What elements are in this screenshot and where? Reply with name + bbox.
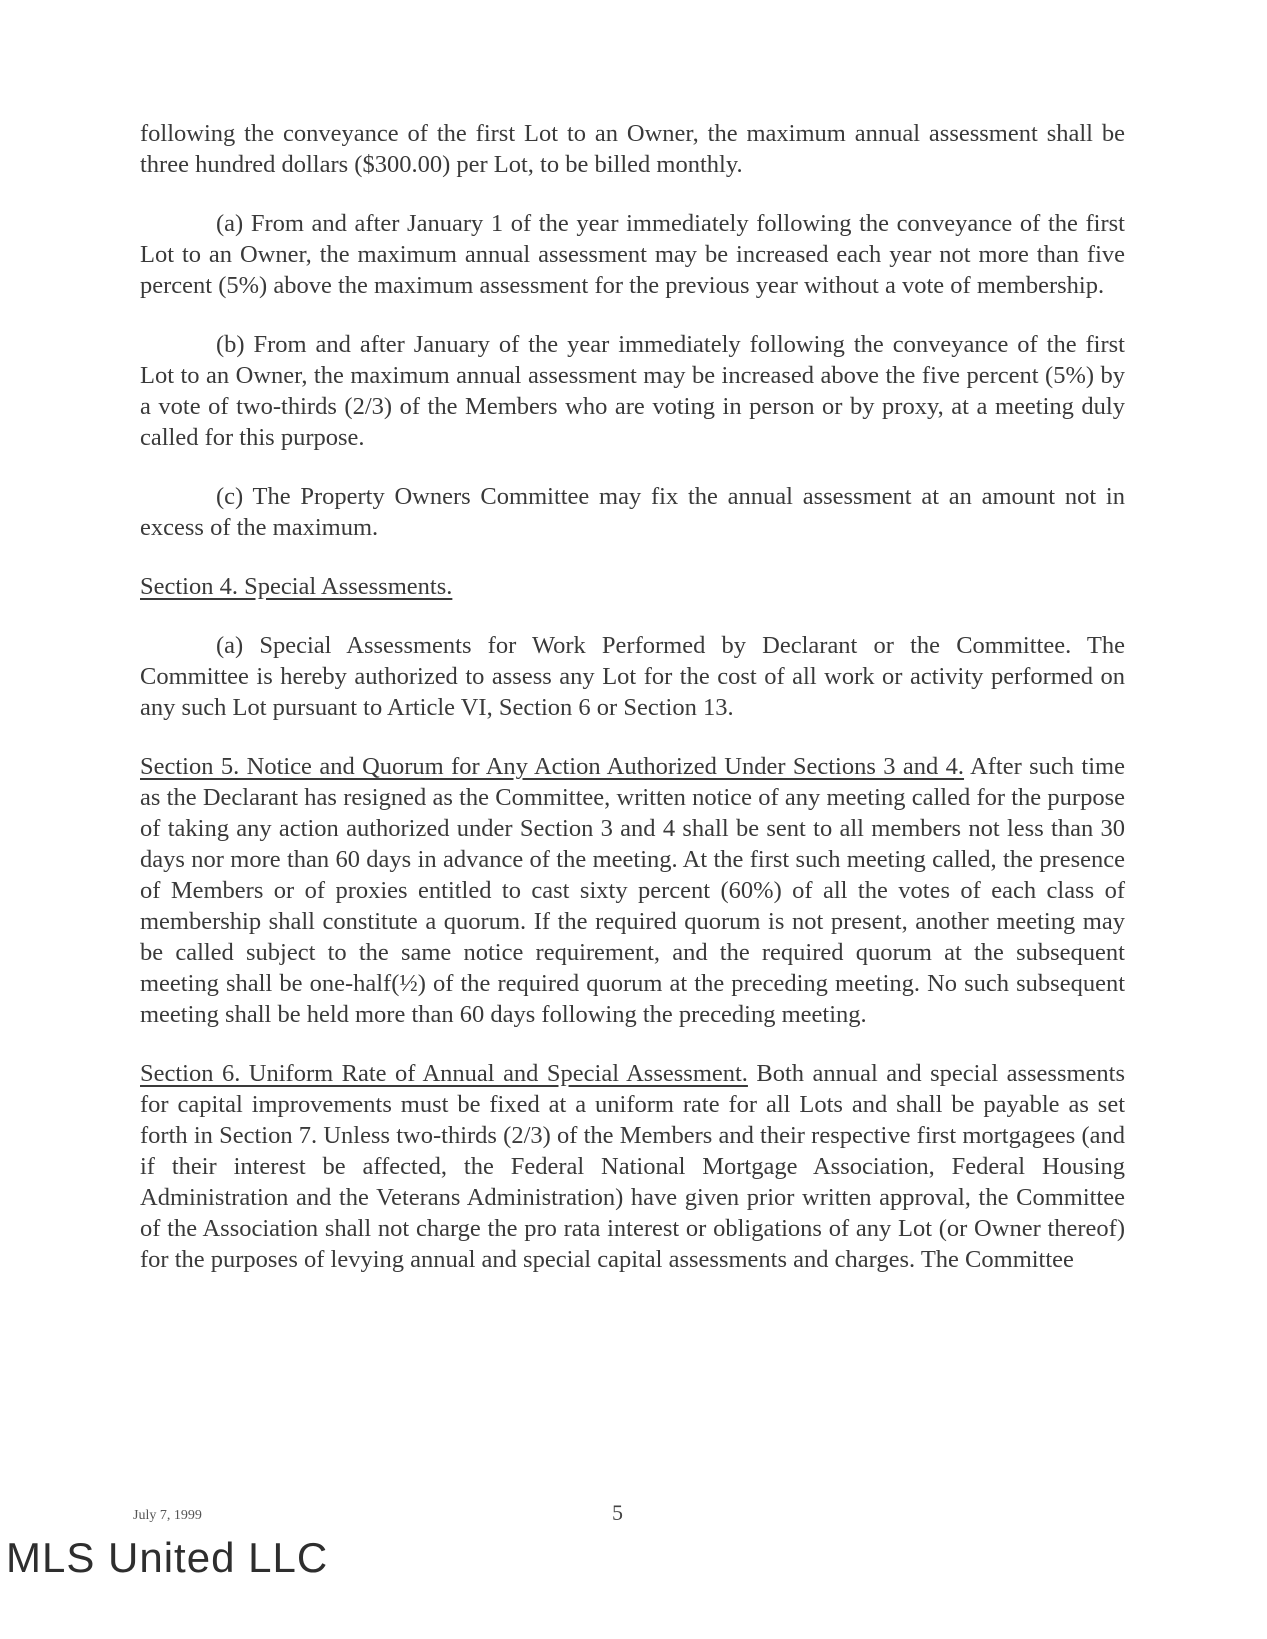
paragraph-assessment-max: following the conveyance of the first Lot to an Owner, the maximum annual assessment shall be three hundred dollars ($300.00) per Lot, to be billed monthly. <box>140 120 1125 178</box>
section-6-body: Both annual and special assessments for capital improvements must be fixed at a uniform rate for all Lots and shall be payable as set forth in Section 7. Unless two-thirds (2/3) of the Members and their respective first mortgagees (and if their interest be affected, the Federal National Mortgage Association, Federal Housing Administration and the Veterans Administration) have given prior written approval, the Committee of the Association shall not charge the pro rata interest or obligations of any Lot (or Owner thereof) for the purposes of levying annual and special capital assessments and charges. The Committee <box>140 1060 1125 1273</box>
section-4-paragraph-a: (a) Special Assessments for Work Performed by Declarant or the Committee. The Committee is hereby authorized to assess any Lot for the cost of all work or activity performed on any such Lot pursuant to Article VI, Section 6 or Section 13. <box>140 632 1125 721</box>
paragraph-b-increase-vote: (b) From and after January of the year immediately following the conveyance of the first Lot to an Owner, the maximum annual assessment may be increased above the five percent (5%) by a vote of two-thirds (2/3) of the Members who are voting in person or by proxy, at a meeting duly called for this purpose. <box>140 331 1125 451</box>
section-5-body: After such time as the Declarant has resigned as the Committee, written notice of any meeting called for the purpose of taking any action authorized under Section 3 and 4 shall be sent to all members not less than 30 days nor more than 60 days in advance of the meeting. At the first such meeting called, the presence of Members or of proxies entitled to cast sixty percent (60%) of all the votes of each class of membership shall constitute a quorum. If the required quorum is not present, another meeting may be called subject to the same notice requirement, and the required quorum at the subsequent meeting shall be one-half(½) of the required quorum at the preceding meeting. No such subsequent meeting shall be held more than 60 days following the preceding meeting. <box>140 753 1125 1028</box>
watermark-text: MLS United LLC <box>6 1534 329 1581</box>
section-6-heading: Section 6. Uniform Rate of Annual and Special Assessment. <box>140 1060 748 1087</box>
section-4-heading: Section 4. Special Assessments. <box>140 573 453 600</box>
footer-date: July 7, 1999 <box>133 1508 202 1523</box>
section-6-block <box>140 1058 1125 1275</box>
section-5-block <box>140 751 1125 1030</box>
section-5-heading: Section 5. Notice and Quorum for Any Action Authorized Under Sections 3 and 4. <box>140 753 965 780</box>
paragraph-a-increase: (a) From and after January 1 of the year immediately following the conveyance of the first Lot to an Owner, the maximum annual assessment may be increased each year not more than five percent (5%) above the maximum assessment for the previous year without a vote of membership. <box>140 210 1125 299</box>
paragraph-c-committee-fix: (c) The Property Owners Committee may fix the annual assessment at an amount not in excess of the maximum. <box>140 483 1125 541</box>
section-4-heading-block <box>140 571 1125 602</box>
document-page <box>140 118 1125 1303</box>
page-number: 5 <box>612 1500 623 1525</box>
